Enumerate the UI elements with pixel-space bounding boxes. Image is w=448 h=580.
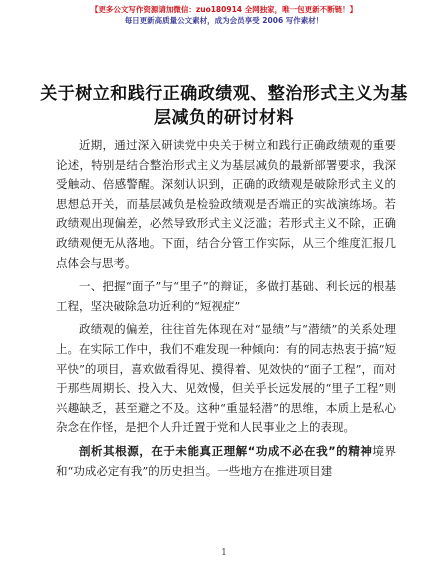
promo-banner-line-1: 【更多公文写作资源请加微信：zuo180914 全网独家，唯一包更新不断链！】 <box>90 5 358 14</box>
promo-banner-line-2: 每日更新高质量公文素材，成为会员享受 2006 写作素材！ <box>124 16 324 25</box>
document-body <box>56 136 396 485</box>
analysis-rest: 境界和“功成必定有我”的历史担当。一些地方在推进项目建 <box>56 443 396 478</box>
page-number: 1 <box>221 548 227 558</box>
intro-paragraph: 近期，通过深入研读党中央关于树立和践行正确政绩观的重要论述，特别是结合整治形式主义为基层减负的最新部署要求，我深受触动、倍感警醒。深刻认识到，正确的政绩观是破除形式主义的思想总开关，而基层减负是检验政绩观是否端正的实战演练场。若政绩观出现偏差，必然导致形式主义泛滥；若形式主义不除，正确政绩观便无从落地。下面，结合分管工作实际，从三个维度汇报几点体会与思考。 <box>56 138 396 270</box>
document-title: 关于树立和践行正确政绩观、整治形式主义为基层减负的研讨材料 <box>40 84 408 128</box>
promo-banner <box>0 4 448 26</box>
analysis-lead-bold: 剖析其根源，在于未能真正理解“功成不必在我”的精神 <box>79 443 373 458</box>
analysis-paragraph <box>56 442 396 481</box>
section-heading-1: 一、把握“面子”与“里子”的辩证，多做打基础、利长远的根基工程，坚决破除急功近利的“短视症” <box>56 279 396 313</box>
body-paragraph: 政绩观的偏差，往往首先体现在对“显绩”与“潜绩”的关系处理上。在实际工作中，我们不难发现一种倾向：有的同志热衷于搞“短平快”的项目，喜欢做看得见、摸得着、见效快的“面子工程”，而对于那些周期长、投入大、见效慢，但关乎长远发展的“里子工程”则兴趣缺乏，甚至避之不及。这种“重显轻潜”的思维，本质上是私心杂念在作怪，是把个人升迁置于党和人民事业之上的表现。 <box>56 322 396 435</box>
